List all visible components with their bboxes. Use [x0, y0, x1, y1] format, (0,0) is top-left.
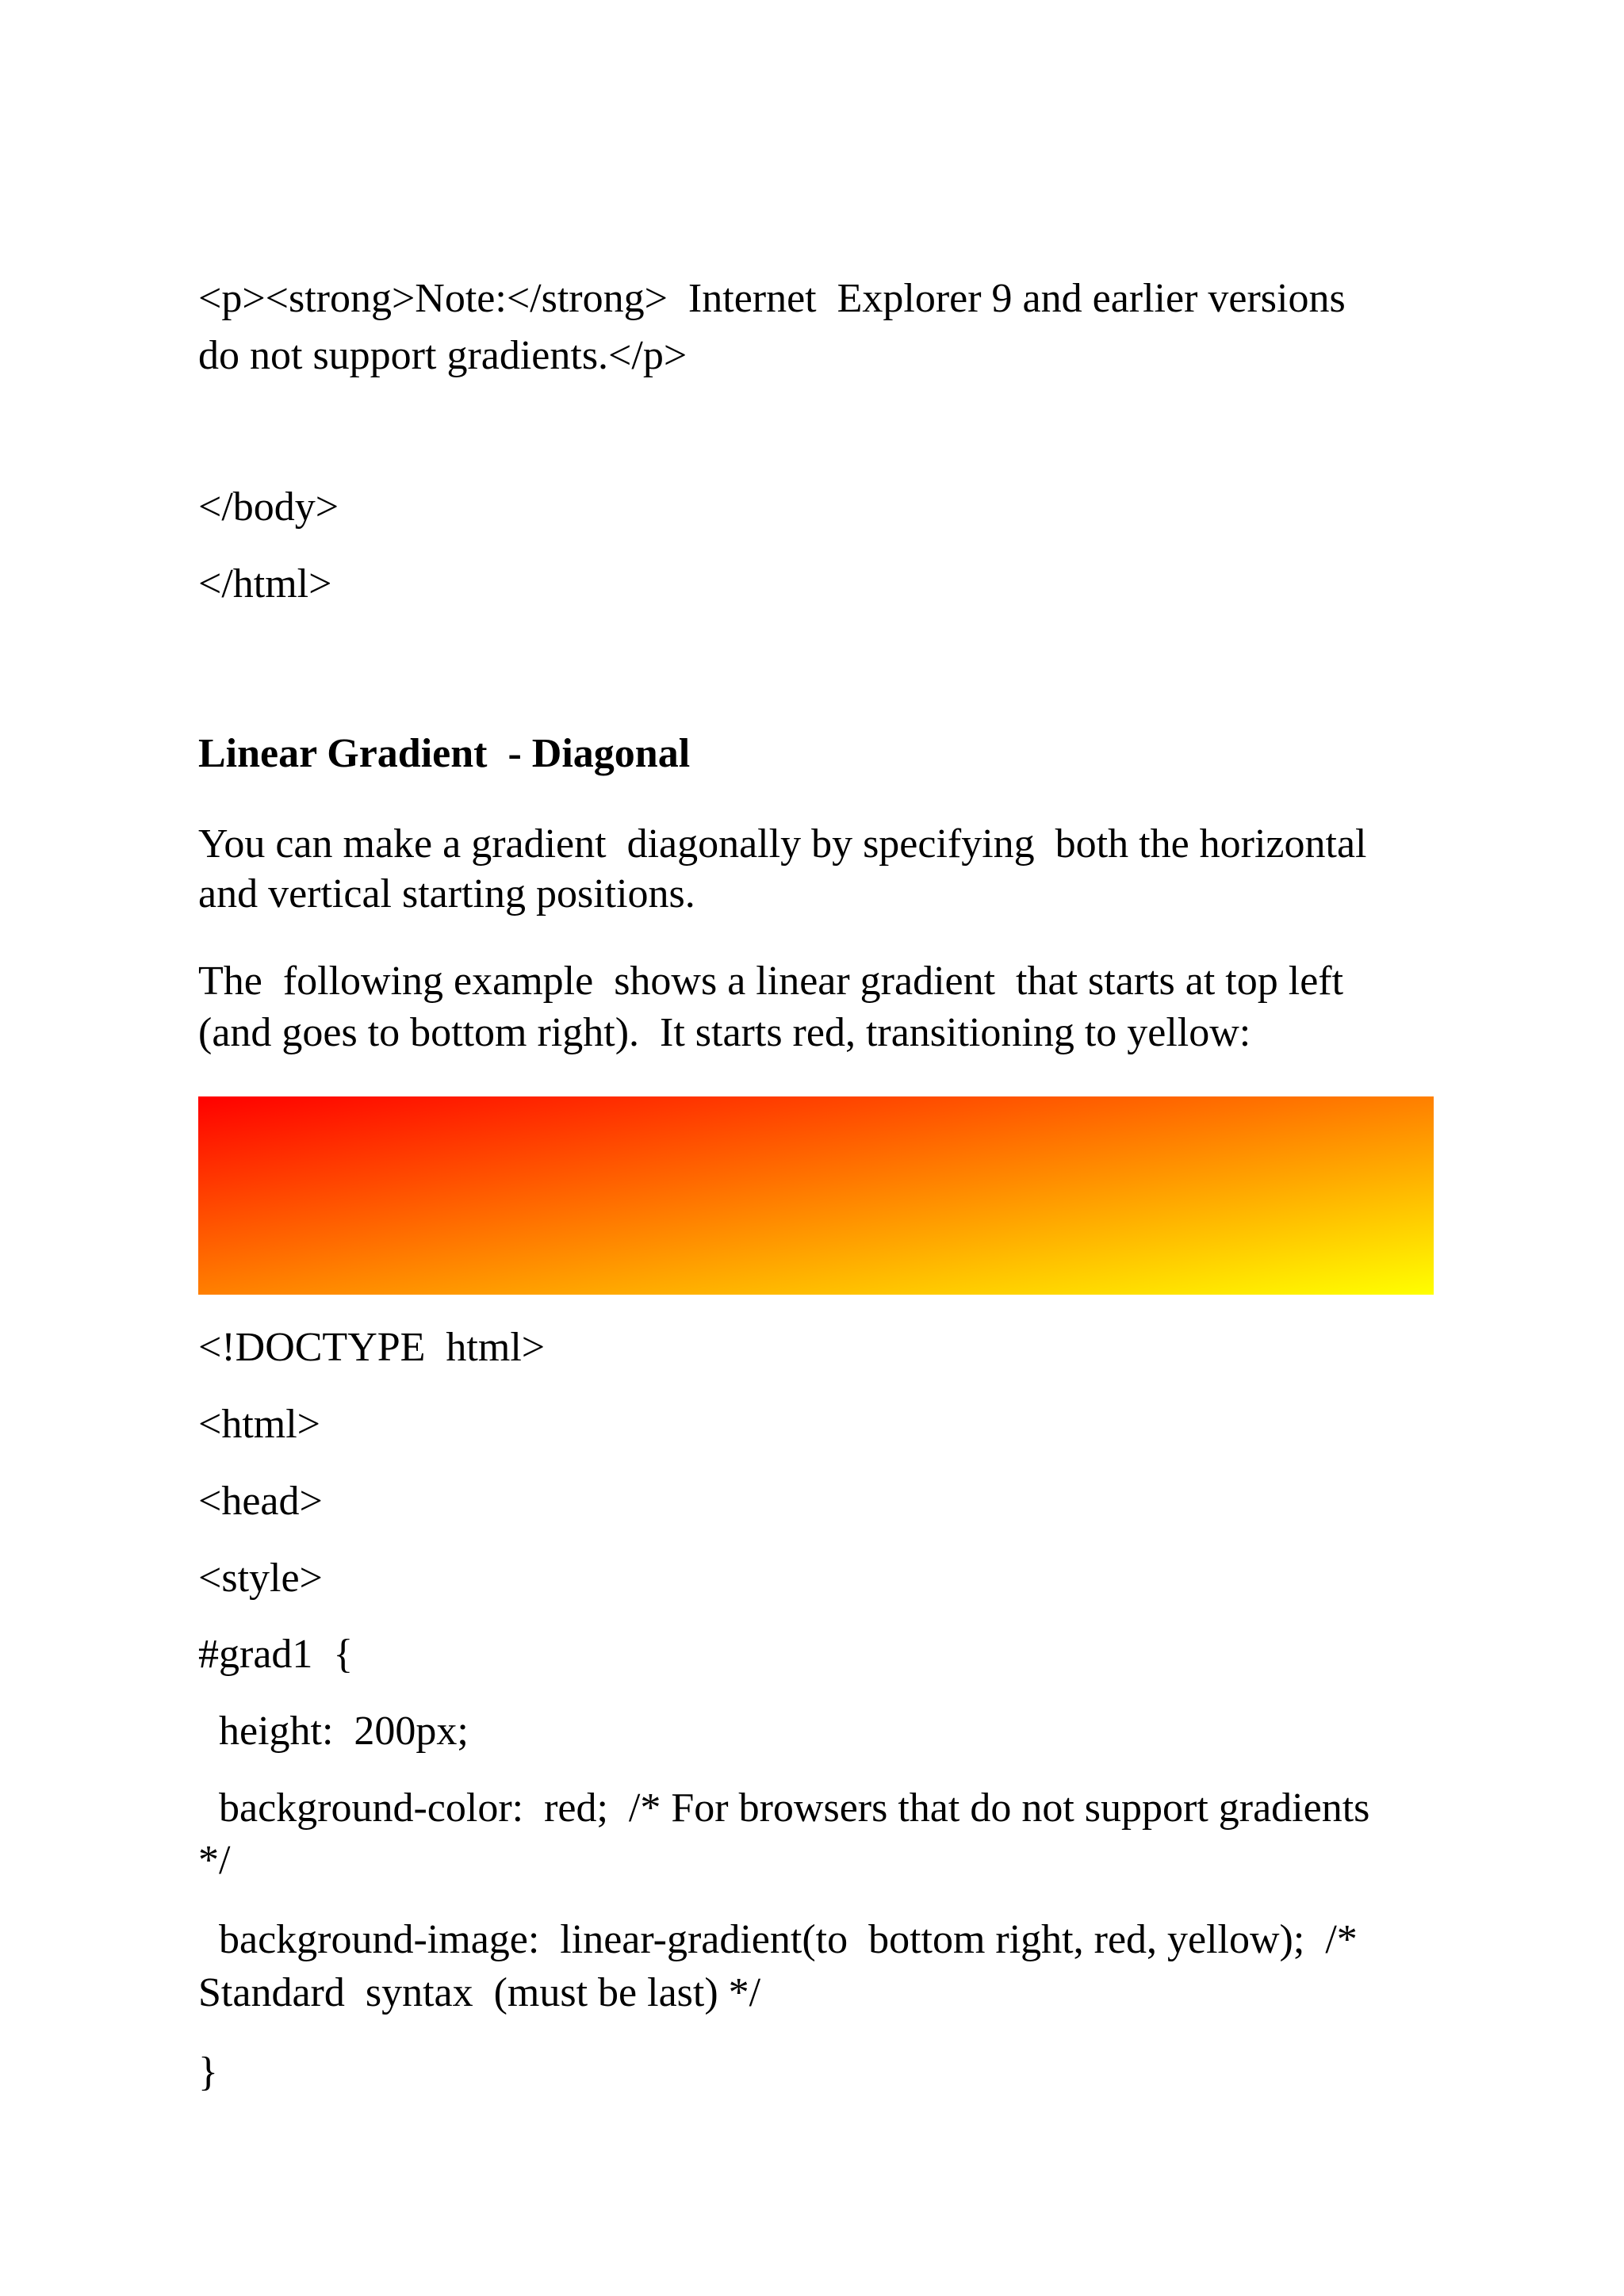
code-doctype: <!DOCTYPE html> — [198, 1325, 546, 1370]
code-html-open: <html> — [198, 1402, 320, 1447]
code-background-image-line-2: Standard syntax (must be last) */ — [198, 1970, 761, 2015]
body-close-tag: </body> — [198, 484, 339, 530]
section-heading: Linear Gradient - Diagonal — [198, 731, 691, 776]
html-close-tag: </html> — [198, 561, 332, 607]
intro-paragraph-line-1: You can make a gradient diagonally by specifying both the horizontal — [198, 821, 1367, 867]
code-style-open: <style> — [198, 1556, 323, 1601]
diagonal-gradient-example — [198, 1096, 1434, 1295]
example-paragraph-line-1: The following example shows a linear gradient that starts at top left — [198, 959, 1344, 1004]
code-background-color-line-2: */ — [198, 1838, 231, 1883]
note-line-1: <p><strong>Note:</strong> Internet Explorer 9 and earlier versions — [198, 276, 1346, 321]
code-close-brace: } — [198, 2049, 218, 2095]
note-line-2: do not support gradients.</p> — [198, 333, 688, 378]
example-paragraph-line-2: (and goes to bottom right). It starts red, transitioning to yellow: — [198, 1010, 1251, 1055]
code-background-image-line-1: background-image: linear-gradient(to bottom right, red, yellow); /* — [198, 1917, 1358, 1962]
code-head-open: <head> — [198, 1479, 323, 1524]
code-grad-selector: #grad1 { — [198, 1632, 354, 1677]
intro-paragraph-line-2: and vertical starting positions. — [198, 871, 695, 916]
code-background-color-line-1: background-color: red; /* For browsers that do not support gradients — [198, 1785, 1370, 1831]
code-height-rule: height: 200px; — [198, 1709, 469, 1754]
